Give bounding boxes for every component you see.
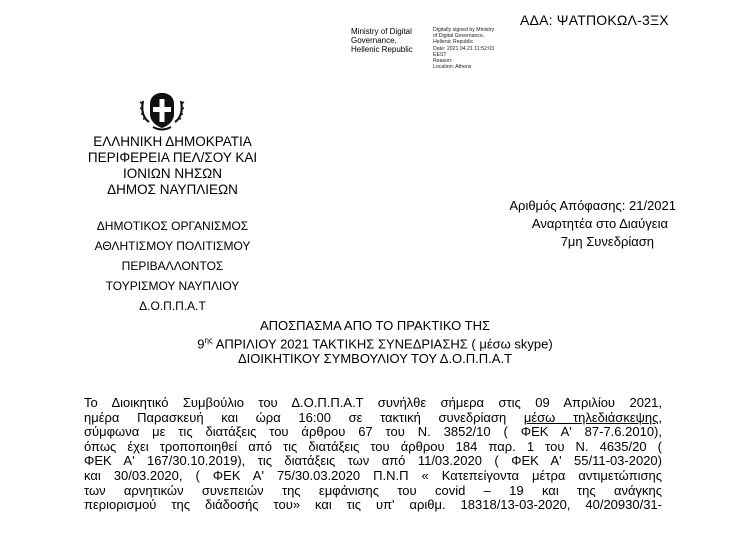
title-line-1: ΑΠΟΣΠΑΣΜΑ ΑΠΟ ΤΟ ΠΡΑΚΤΙΚΟ ΤΗΣ xyxy=(259,318,491,333)
posting-note: Αναρτητέα στο Διαύγεια xyxy=(531,216,668,231)
decision-number: Αριθμός Απόφασης: 21/2021 xyxy=(509,198,676,213)
decision-info xyxy=(450,197,676,251)
body-paragraph xyxy=(84,396,662,513)
issuer-header xyxy=(0,134,345,198)
document-title xyxy=(0,318,750,366)
issuer-line: ΠΕΡΙΦΕΡΕΙΑ ΠΕΛ/ΣΟΥ ΚΑΙ xyxy=(87,150,258,165)
greek-coat-of-arms-icon xyxy=(137,88,187,132)
title-line-2: $9^{\eta\varsigma}$ ΑΠΡΙΛΙΟΥ 2021 ΤΑΚΤΙΚΗΣ ΣΥΝΕΔΡΙΑΣΗΣ ( μέσω skype) xyxy=(197,336,553,352)
body-line: ΦΕΚ Α' 167/30.10.2019), τις διατάξεις των από 11/03.2020 ( ΦΕΚ Α' 55/11-03-2020) xyxy=(84,454,662,469)
signature-detail-line: Digitally signed by Ministry xyxy=(433,27,495,33)
body-line: σύμφωνα με τις διατάξεις του άρθρου 67 του Ν. 3852/10 ( ΦΕΚ Α' 87-7.6.2010), xyxy=(84,425,662,440)
signature-detail-line: EEST xyxy=(433,51,447,58)
body-line: Το Διοικητικό Συμβούλιο του Δ.Ο.Π.Π.Α.Τ συνήλθε σήμερα στις 09 Απριλίου 2021, xyxy=(84,396,662,410)
organization-line: ΔΗΜΟΤΙΚΟΣ ΟΡΓΑΝΙΣΜΟΣ xyxy=(96,219,249,233)
signature-org-line: Governance, xyxy=(351,36,397,45)
signature-org xyxy=(351,27,413,54)
signature-detail-line: Hellenic Republic xyxy=(433,39,474,46)
body-line: περιορισμού της διάδοσής του» και τις υπ' αριθμ. 18318/13-03-2020, 40/20930/31- xyxy=(84,498,662,513)
issuer-line: ΙΟΝΙΩΝ ΝΗΣΩΝ xyxy=(122,166,223,181)
signature-detail-line: Reason: xyxy=(433,58,453,65)
signature-details xyxy=(433,27,494,70)
signature-org-line: Hellenic Republic xyxy=(351,45,413,54)
organization-block xyxy=(0,216,345,316)
title-line-3: ΔΙΟΙΚΗΤΙΚΟΥ ΣΥΜΒΟΥΛΙΟΥ ΤΟΥ Δ.Ο.Π.Π.Α.Τ xyxy=(237,351,513,367)
signature-org-line: Ministry of Digital xyxy=(351,27,412,36)
organization-line: ΤΟΥΡΙΣΜΟΥ ΝΑΥΠΛΙΟΥ xyxy=(105,279,240,293)
issuer-line: ΕΛΛΗΝΙΚΗ ΔΗΜΟΚΡΑΤΙΑ xyxy=(93,134,252,149)
organization-line: ΠΕΡΙΒΑΛΛΟΝΤΟΣ xyxy=(121,259,224,273)
remote-meeting-text: μέσω τηλεδιάσκεψης, xyxy=(523,410,662,425)
body-line: των αρνητικών συνεπειών της εμφάνισης του covid – 19 και της ανάγκης xyxy=(84,483,662,498)
session-number: 7μη Συνεδρίαση xyxy=(560,234,654,249)
ada-code: ΑΔΑ: ΨΑΤΠΟΚΩΛ-3ΞΧ xyxy=(520,12,669,28)
organization-line: ΑΘΛΗΤΙΣΜΟΥ ΠΟΛΙΤΙΣΜΟΥ xyxy=(94,239,251,253)
signature-detail-line: of Digital Governance, xyxy=(433,33,485,40)
organization-line: Δ.Ο.Π.Π.Α.Τ xyxy=(139,299,206,313)
body-line: και 30/03.2020, ( ΦΕΚ Α' 75/30.03.2020 Π.Ν.Π « Κατεπείγοντα μέτρα αντιμετώπισης xyxy=(84,468,662,483)
body-line: ημέρα Παρασκευή και ώρα 16:00 σε τακτική συνεδρίαση μέσω τηλεδιάσκεψης, xyxy=(84,410,662,425)
signature-detail-line: Date: 2021.04.21 11:52:03 xyxy=(433,45,495,52)
body-line: όπως έχει τροποποιηθεί από τις διατάξεις του άρθρου 184 παρ. 1 του Ν. 4635/20 ( xyxy=(84,439,662,454)
issuer-line: ΔΗΜΟΣ ΝΑΥΠΛΙΕΩΝ xyxy=(107,182,238,197)
signature-detail-line: Location: Athens xyxy=(433,64,472,71)
